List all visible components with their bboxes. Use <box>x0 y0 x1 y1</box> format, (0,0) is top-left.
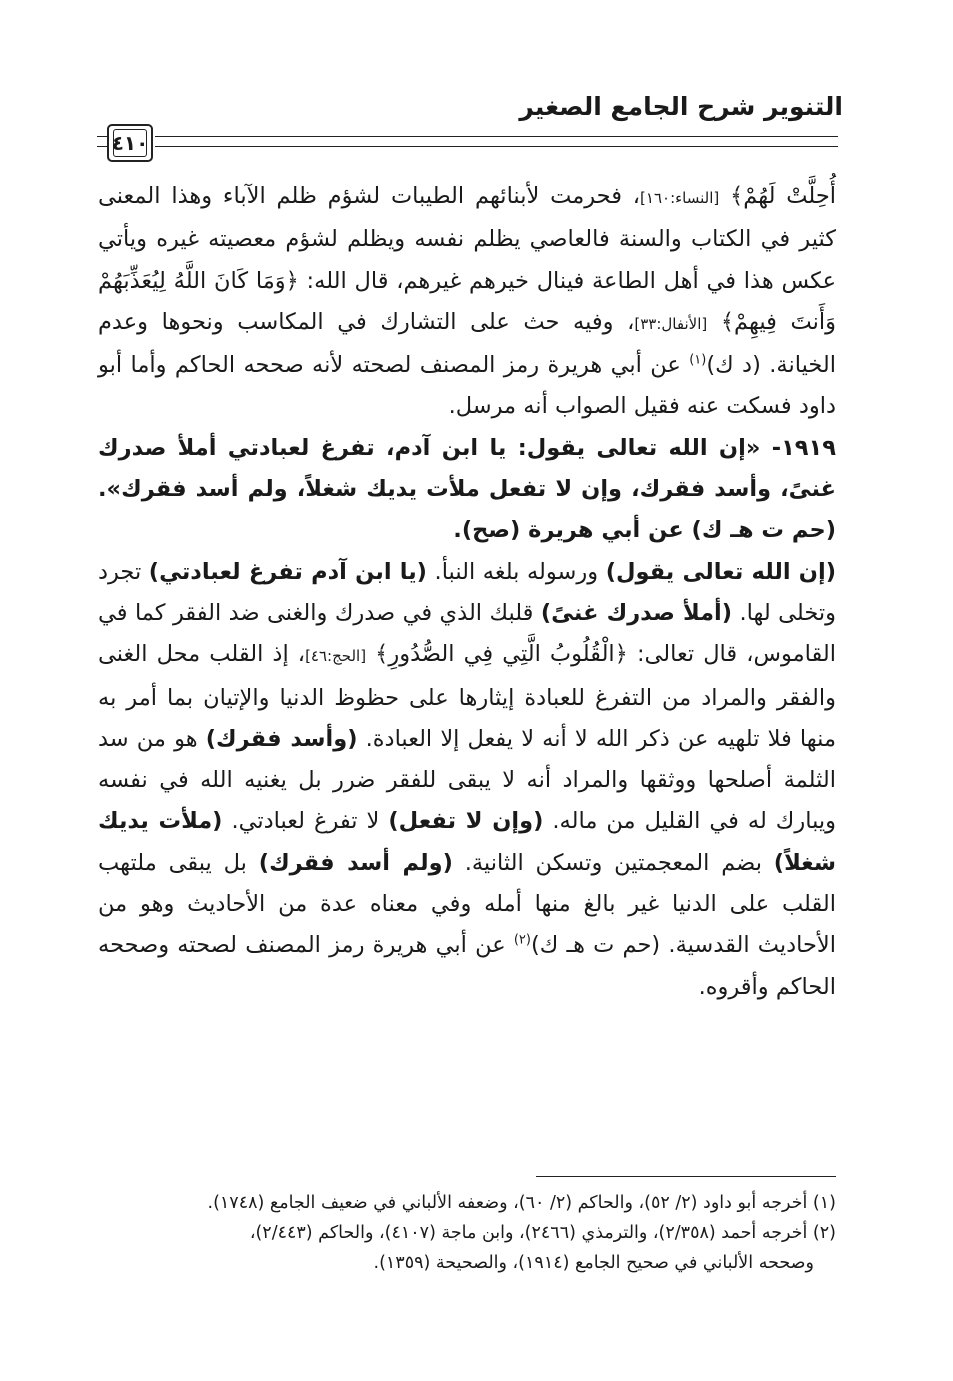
commentary-text: قلبك الذي في صدرك والغنى ضد الفقر كما في القاموس، قال تعالى: ﴿الْقُلُوبُ الَّتِي فِي الصُّدُورِ﴾ <box>98 599 836 668</box>
commentary-text: تجرد وتخلى لها. <box>98 558 836 626</box>
quran-reference: [النساء:١٦٠] <box>640 189 720 207</box>
footnote-marker: (٢) <box>513 932 531 948</box>
commentary-text: هو من سد الثلمة أصلحها ووثقها والمراد أنه لا يبقى للفقر ضرر بل يغنيه الله في نفسه ويبارك له في القليل من ماله. <box>98 725 836 835</box>
hadith-phrase: (يا ابن آدم تفرغ لعبادتي) <box>148 558 427 585</box>
main-text <box>98 176 836 1008</box>
commentary-text: لا تفرغ لعبادتي. <box>222 808 389 835</box>
quran-quote: أُحِلَّتْ لَهُمْ﴾ <box>730 183 836 209</box>
hadith-phrase: (ولم أسد فقرك) <box>258 849 453 876</box>
hadith-phrase: (إن الله تعالى يقول) <box>605 558 836 585</box>
page-number: ٤١٠ <box>107 124 153 162</box>
running-header-title: التنوير شرح الجامع الصغير <box>519 92 843 121</box>
header-rule-left-stub-top <box>97 136 107 137</box>
commentary-text: بضم المعجمتين وتسكن الثانية. <box>452 849 774 876</box>
commentary-text: عن أبي هريرة رمز المصنف لصحته وصححه الحاكم وأقروه. <box>98 932 836 1000</box>
footnote-2: (٢) أخرجه أحمد (٢/٣٥٨)، والترمذي (٢٤٦٦)، وابن ماجة (٤١٠٧)، والحاكم (٢/٤٤٣)، <box>249 1223 836 1243</box>
hadith-phrase: (وأسد فقرك) <box>205 725 358 752</box>
hadith-phrase: (أملأ صدرك غنىً) <box>540 599 733 626</box>
quran-reference: [الأنفال:٣٣] <box>634 314 708 333</box>
header-rule-top <box>155 136 838 137</box>
footnote-marker: (١) <box>689 352 707 368</box>
commentary-text: بل يبقى ملتهب القلب على الدنيا غير بالغ منها أمله وفي معناه عدة من الأحاديث وهو من الأحاديث القدسية. (حم ت هـ ك) <box>98 849 836 959</box>
header-rule-bottom <box>155 146 838 147</box>
footnote-separator <box>536 1176 836 1177</box>
commentary-text: ، وفيه حث على التشارك في المكاسب ونحوها وعدم الخيانة. (د ك) <box>98 308 836 379</box>
commentary-text: ورسوله بلغه النبأ. <box>426 558 606 585</box>
footnotes <box>98 1188 836 1278</box>
paragraph-commentary-continued <box>98 176 836 428</box>
commentary-text: ، فحرمت لأبنائهم الطيبات لشؤم ظلم الآباء وهذا المعنى كثير في الكتاب والسنة فالعاصي يظلم نفسه ويظلم لشؤم معصيته غيره ويأتي عكس هذا في أهل الطاعة فينال خيرهم غيرهم، قال الله: ﴿وَمَا كَانَ اللَّهُ لِيُعَذِّبَهُمْ وَأَنتَ فِيهِمْ﴾ <box>98 183 837 335</box>
quran-reference: [الحج:٤٦] <box>305 647 367 666</box>
header-rule-left-stub-bottom <box>97 146 107 147</box>
hadith-text: ١٩١٩- «إن الله تعالى يقول: يا ابن آدم، تفرغ لعبادتي أملأ صدرك غنىً، وأسد فقرك، وإن لا تفعل ملأت يديك شغلاً، ولم أسد فقرك». (حم ت هـ ك) عن أبي هريرة (صح). <box>98 434 836 544</box>
commentary-text: ، إذ القلب محل الغنى والفقر والمراد من التفرغ للعبادة إيثارها على حظوظ الدنيا والإتيان بما أمر به منها فلا تلهيه عن ذكر الله لا أنه لا يفعل إلا العبادة. <box>98 641 836 752</box>
commentary-text: عن أبي هريرة رمز المصنف لصحته لأنه صححه الحاكم وأما أبو داود فسكت عنه فقيل الصواب أنه مرسل. <box>98 352 836 420</box>
hadith-1919 <box>98 428 836 552</box>
footnote-2-continued: وصححه الألباني في صحيح الجامع (١٩١٤)، والصحيحة (١٣٥٩). <box>373 1253 814 1273</box>
paragraph-explanation <box>98 552 836 1008</box>
hadith-phrase: (وإن لا تفعل) <box>388 808 544 835</box>
footnote-1: (١) أخرجه أبو داود (٢/ ٥٢)، والحاكم (٢/ ٦٠)، وضعفه الألباني في ضعيف الجامع (١٧٤٨). <box>207 1193 836 1213</box>
hadith-phrase: (ملأت يديك شغلاً) <box>98 808 836 876</box>
